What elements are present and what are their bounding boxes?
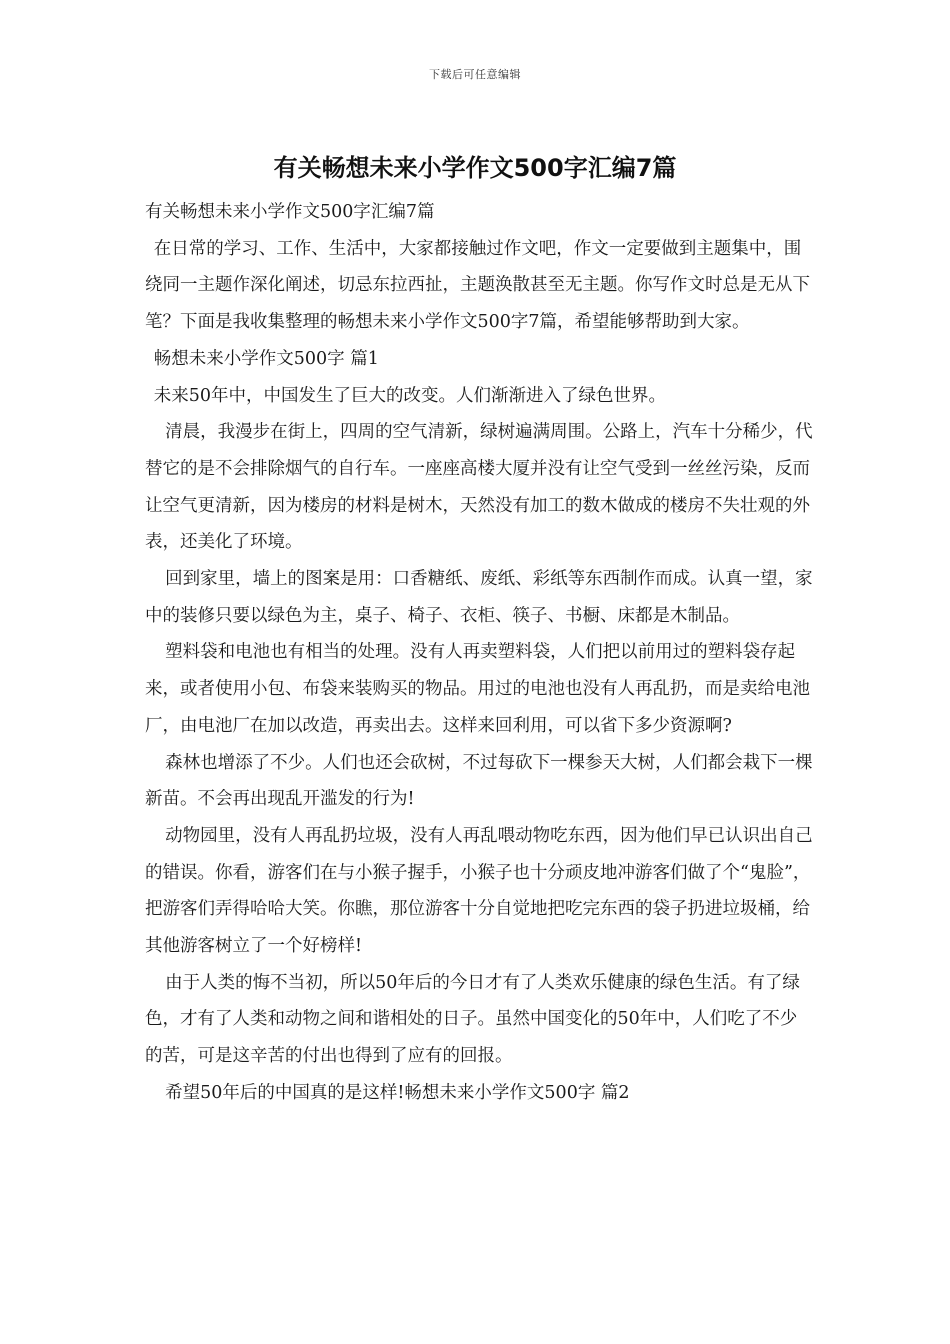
- paragraph-forest: 森林也增添了不少。人们也还会砍树，不过每砍下一棵参天大树，人们都会栽下一棵新苗。不会再出现乱开滥发的行为!: [145, 752, 813, 810]
- paragraph-opening: 未来50年中，中国发生了巨大的改变。人们渐渐进入了绿色世界。: [153, 385, 667, 406]
- paragraph-reflection: 由于人类的悔不当初，所以50年后的今日才有了人类欢乐健康的绿色生活。有了绿色，才有了人类和动物之间和谐相处的日子。虽然中国变化的50年中，人们吃了不少的苦，可是这辛苦的付出也得到了应有的回报。: [145, 972, 800, 1067]
- paragraph-home: 回到家里，墙上的图案是用：口香糖纸、废纸、彩纸等东西制作而成。认真一望，家中的装修只要以绿色为主，桌子、椅子、衣柜、筷子、书橱、床都是木制品。: [145, 569, 813, 626]
- paragraph-closing: 希望50年后的中国真的是这样!畅想未来小学作文500字 篇2: [165, 1082, 630, 1103]
- intro-paragraph: 在日常的学习、工作、生活中，大家都接触过作文吧，作文一定要做到主题集中，围绕同一主题作深化阐述，切忌东拉西扯，主题涣散甚至无主题。你写作文时总是无从下笔？下面是我收集整理的畅想未来小学作文500字7篇，希望能够帮助到大家。: [145, 238, 810, 333]
- header-note: 下载后可任意编辑: [429, 68, 521, 81]
- document-body: [145, 194, 813, 1112]
- paragraph-morning: 清晨，我漫步在街上，四周的空气清新，绿树遍满周围。公路上，汽车十分稀少，代替它的是不会排除烟气的自行车。一座座高楼大厦并没有让空气受到一丝丝污染，反而让空气更清新，因为楼房的材料是树木，天然没有加工的数木做成的楼房不失壮观的外表，还美化了环境。: [145, 422, 813, 553]
- section-heading-1: 畅想未来小学作文500字 篇1: [153, 348, 379, 369]
- subtitle-line: 有关畅想未来小学作文500字汇编7篇: [145, 202, 435, 222]
- paragraph-zoo: 动物园里，没有人再乱扔垃圾，没有人再乱喂动物吃东西，因为他们早已认识出自己的错误。你看，游客们在与小猴子握手，小猴子也十分顽皮地冲游客们做了个“鬼脸”，把游客们弄得哈哈大笑。你瞧，那位游客十分自觉地把吃完东西的袋子扔进垃圾桶，给其他游客树立了一个好榜样!: [145, 825, 813, 957]
- document-title: 有关畅想未来小学作文500字汇编7篇: [273, 154, 677, 182]
- paragraph-plastic: 塑料袋和电池也有相当的处理。没有人再卖塑料袋，人们把以前用过的塑料袋存起来，或者使用小包、布袋来装购买的物品。用过的电池也没有人再乱扔，而是卖给电池厂，由电池厂在加以改造，再卖出去。这样来回利用，可以省下多少资源啊?: [145, 642, 810, 736]
